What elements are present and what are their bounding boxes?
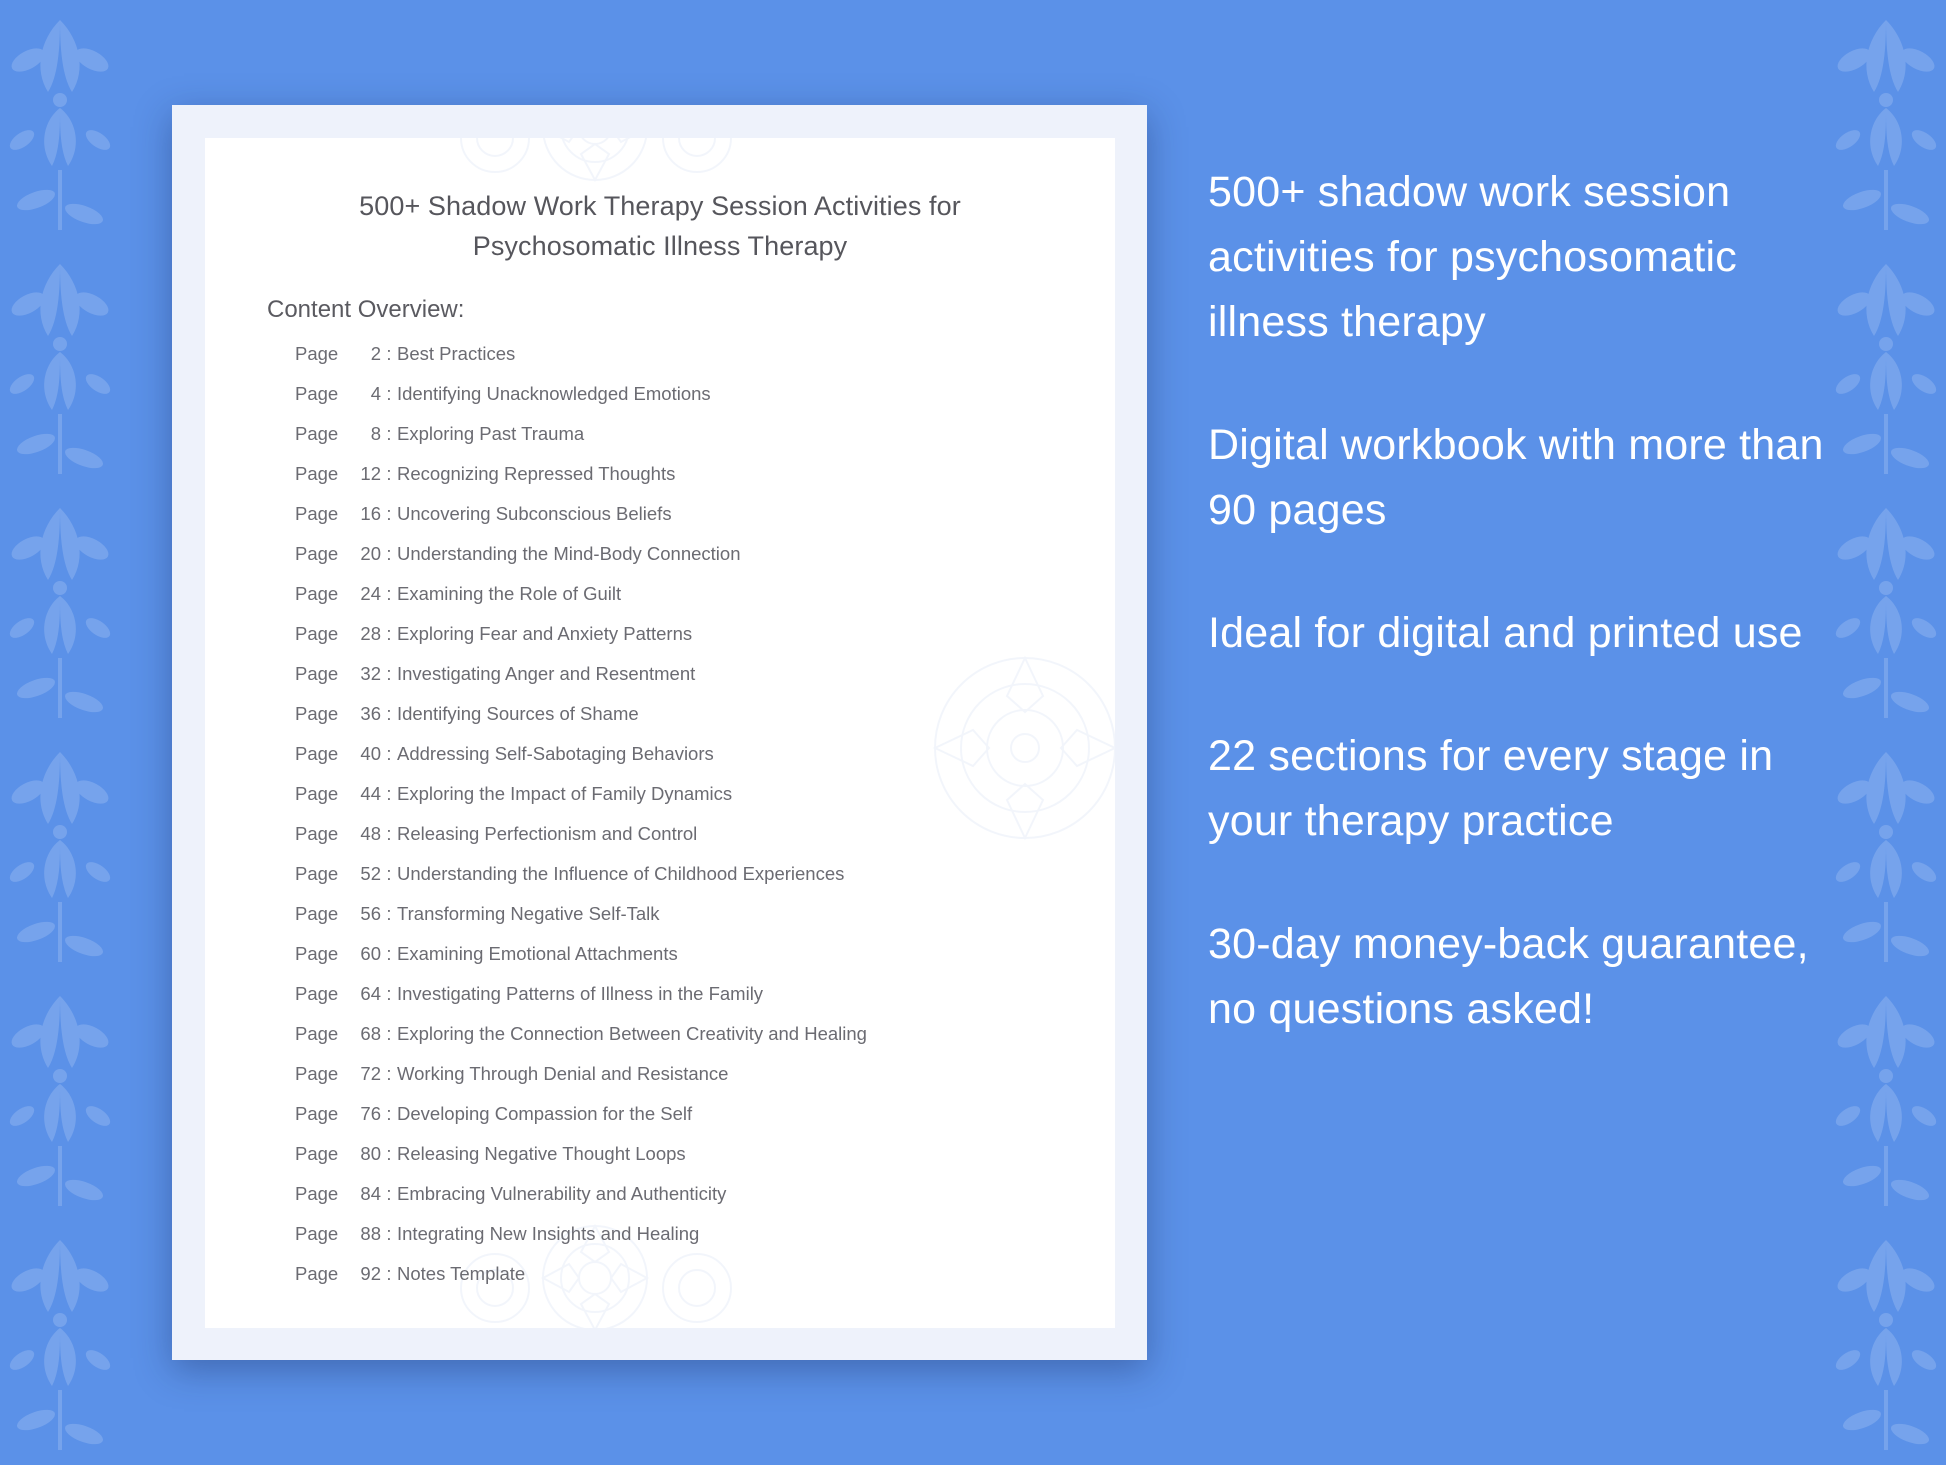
marketing-bullet: Digital workbook with more than 90 pages	[1208, 421, 1824, 534]
toc-separator: :	[386, 943, 392, 964]
table-of-contents	[295, 343, 1085, 1303]
toc-row	[295, 623, 1085, 663]
marketing-bullet: Ideal for digital and printed use	[1208, 609, 1803, 657]
toc-page-word: Page	[295, 543, 339, 564]
toc-page-number: 84	[360, 1183, 381, 1204]
toc-section-title: Recognizing Repressed Thoughts	[397, 463, 676, 484]
toc-row	[295, 463, 1085, 503]
toc-page-number: 8	[370, 423, 381, 444]
toc-page-word: Page	[295, 743, 339, 764]
toc-page-number: 32	[360, 663, 381, 684]
toc-separator: :	[386, 743, 392, 764]
floral-border-left-icon	[0, 0, 120, 1460]
toc-page-number: 28	[360, 623, 381, 644]
toc-page-word: Page	[295, 1223, 339, 1244]
toc-page-word: Page	[295, 503, 339, 524]
toc-row	[295, 943, 1085, 983]
toc-separator: :	[386, 503, 392, 524]
toc-page-number: 2	[370, 343, 381, 364]
toc-row	[295, 1103, 1085, 1143]
toc-row	[295, 823, 1085, 863]
toc-page-word: Page	[295, 1023, 339, 1044]
toc-page-number: 20	[360, 543, 381, 564]
toc-page-word: Page	[295, 903, 339, 924]
toc-row	[295, 1223, 1085, 1263]
toc-page-number: 36	[360, 703, 381, 724]
toc-separator: :	[386, 903, 392, 924]
toc-row	[295, 1143, 1085, 1183]
toc-separator: :	[386, 423, 392, 444]
toc-page-number: 48	[360, 823, 381, 844]
toc-section-title: Releasing Perfectionism and Control	[397, 823, 698, 844]
toc-page-number: 68	[360, 1023, 381, 1044]
toc-row	[295, 1263, 1085, 1303]
floral-border-right-icon	[1826, 0, 1946, 1460]
toc-row	[295, 503, 1085, 543]
toc-section-title: Working Through Denial and Resistance	[397, 1063, 729, 1084]
toc-separator: :	[386, 583, 392, 604]
toc-section-title: Releasing Negative Thought Loops	[397, 1143, 686, 1164]
toc-separator: :	[386, 703, 392, 724]
marketing-bullet: 500+ shadow work session activities for psychosomatic illness therapy	[1208, 168, 1737, 346]
toc-page-number: 12	[360, 463, 381, 484]
toc-section-title: Investigating Patterns of Illness in the Family	[397, 983, 764, 1004]
toc-page-word: Page	[295, 943, 339, 964]
toc-separator: :	[386, 823, 392, 844]
toc-section-title: Addressing Self-Sabotaging Behaviors	[397, 743, 714, 764]
toc-page-number: 76	[360, 1103, 381, 1124]
toc-page-word: Page	[295, 863, 339, 884]
toc-row	[295, 583, 1085, 623]
toc-page-number: 4	[370, 383, 381, 404]
toc-page-number: 88	[360, 1223, 381, 1244]
toc-section-title: Identifying Unacknowledged Emotions	[397, 383, 711, 404]
toc-separator: :	[386, 1063, 392, 1084]
toc-page-word: Page	[295, 1183, 339, 1204]
toc-page-word: Page	[295, 343, 339, 364]
toc-page-number: 64	[360, 983, 381, 1004]
toc-page-word: Page	[295, 1263, 339, 1284]
toc-page-word: Page	[295, 623, 339, 644]
toc-section-title: Exploring the Impact of Family Dynamics	[397, 783, 733, 804]
document-page	[205, 138, 1115, 1328]
toc-separator: :	[386, 623, 392, 644]
toc-page-word: Page	[295, 663, 339, 684]
toc-section-title: Investigating Anger and Resentment	[397, 663, 696, 684]
toc-separator: :	[386, 1183, 392, 1204]
toc-page-word: Page	[295, 463, 339, 484]
toc-row	[295, 903, 1085, 943]
toc-section-title: Exploring the Connection Between Creativity and Healing	[397, 1023, 867, 1044]
toc-row	[295, 1063, 1085, 1103]
toc-page-number: 16	[360, 503, 381, 524]
toc-section-title: Examining the Role of Guilt	[397, 583, 622, 604]
page-title: 500+ Shadow Work Therapy Session Activities for Psychosomatic Illness Therapy	[359, 191, 961, 261]
toc-page-word: Page	[295, 423, 339, 444]
toc-row	[295, 383, 1085, 423]
toc-page-word: Page	[295, 703, 339, 724]
toc-separator: :	[386, 663, 392, 684]
toc-separator: :	[386, 343, 392, 364]
toc-page-number: 92	[360, 1263, 381, 1284]
content-overview-label: Content Overview:	[267, 296, 465, 323]
toc-row	[295, 343, 1085, 383]
toc-section-title: Exploring Past Trauma	[397, 423, 585, 444]
toc-section-title: Developing Compassion for the Self	[397, 1103, 693, 1124]
marketing-bullet-list	[1208, 160, 1828, 1042]
toc-page-word: Page	[295, 583, 339, 604]
toc-section-title: Examining Emotional Attachments	[397, 943, 678, 964]
toc-page-number: 56	[360, 903, 381, 924]
toc-separator: :	[386, 863, 392, 884]
toc-row	[295, 543, 1085, 583]
toc-row	[295, 983, 1085, 1023]
toc-page-word: Page	[295, 983, 339, 1004]
toc-row	[295, 1183, 1085, 1223]
toc-separator: :	[386, 783, 392, 804]
toc-separator: :	[386, 1103, 392, 1124]
toc-section-title: Best Practices	[397, 343, 516, 364]
toc-row	[295, 783, 1085, 823]
toc-separator: :	[386, 1143, 392, 1164]
toc-separator: :	[386, 1223, 392, 1244]
toc-page-word: Page	[295, 823, 339, 844]
toc-row	[295, 743, 1085, 783]
toc-section-title: Exploring Fear and Anxiety Patterns	[397, 623, 693, 644]
toc-separator: :	[386, 983, 392, 1004]
marketing-bullet: 30-day money-back guarantee, no questions asked!	[1208, 920, 1809, 1033]
toc-page-number: 24	[360, 583, 381, 604]
toc-page-number: 52	[360, 863, 381, 884]
toc-section-title: Understanding the Mind-Body Connection	[397, 543, 741, 564]
toc-row	[295, 863, 1085, 903]
toc-section-title: Embracing Vulnerability and Authenticity	[397, 1183, 727, 1204]
toc-section-title: Understanding the Influence of Childhood Experiences	[397, 863, 845, 884]
toc-row	[295, 663, 1085, 703]
toc-page-word: Page	[295, 383, 339, 404]
toc-section-title: Transforming Negative Self-Talk	[397, 903, 660, 924]
toc-page-word: Page	[295, 1063, 339, 1084]
toc-section-title: Integrating New Insights and Healing	[397, 1223, 700, 1244]
toc-page-number: 40	[360, 743, 381, 764]
toc-page-word: Page	[295, 1143, 339, 1164]
toc-page-number: 44	[360, 783, 381, 804]
toc-row	[295, 703, 1085, 743]
toc-separator: :	[386, 383, 392, 404]
toc-separator: :	[386, 543, 392, 564]
toc-row	[295, 1023, 1085, 1063]
toc-separator: :	[386, 1263, 392, 1284]
toc-separator: :	[386, 463, 392, 484]
toc-page-number: 72	[360, 1063, 381, 1084]
toc-page-number: 80	[360, 1143, 381, 1164]
toc-section-title: Notes Template	[397, 1263, 526, 1284]
toc-page-word: Page	[295, 783, 339, 804]
toc-page-number: 60	[360, 943, 381, 964]
toc-section-title: Identifying Sources of Shame	[397, 703, 639, 724]
toc-row	[295, 423, 1085, 463]
toc-section-title: Uncovering Subconscious Beliefs	[397, 503, 672, 524]
marketing-bullet: 22 sections for every stage in your therapy practice	[1208, 732, 1774, 845]
toc-page-word: Page	[295, 1103, 339, 1124]
toc-separator: :	[386, 1023, 392, 1044]
